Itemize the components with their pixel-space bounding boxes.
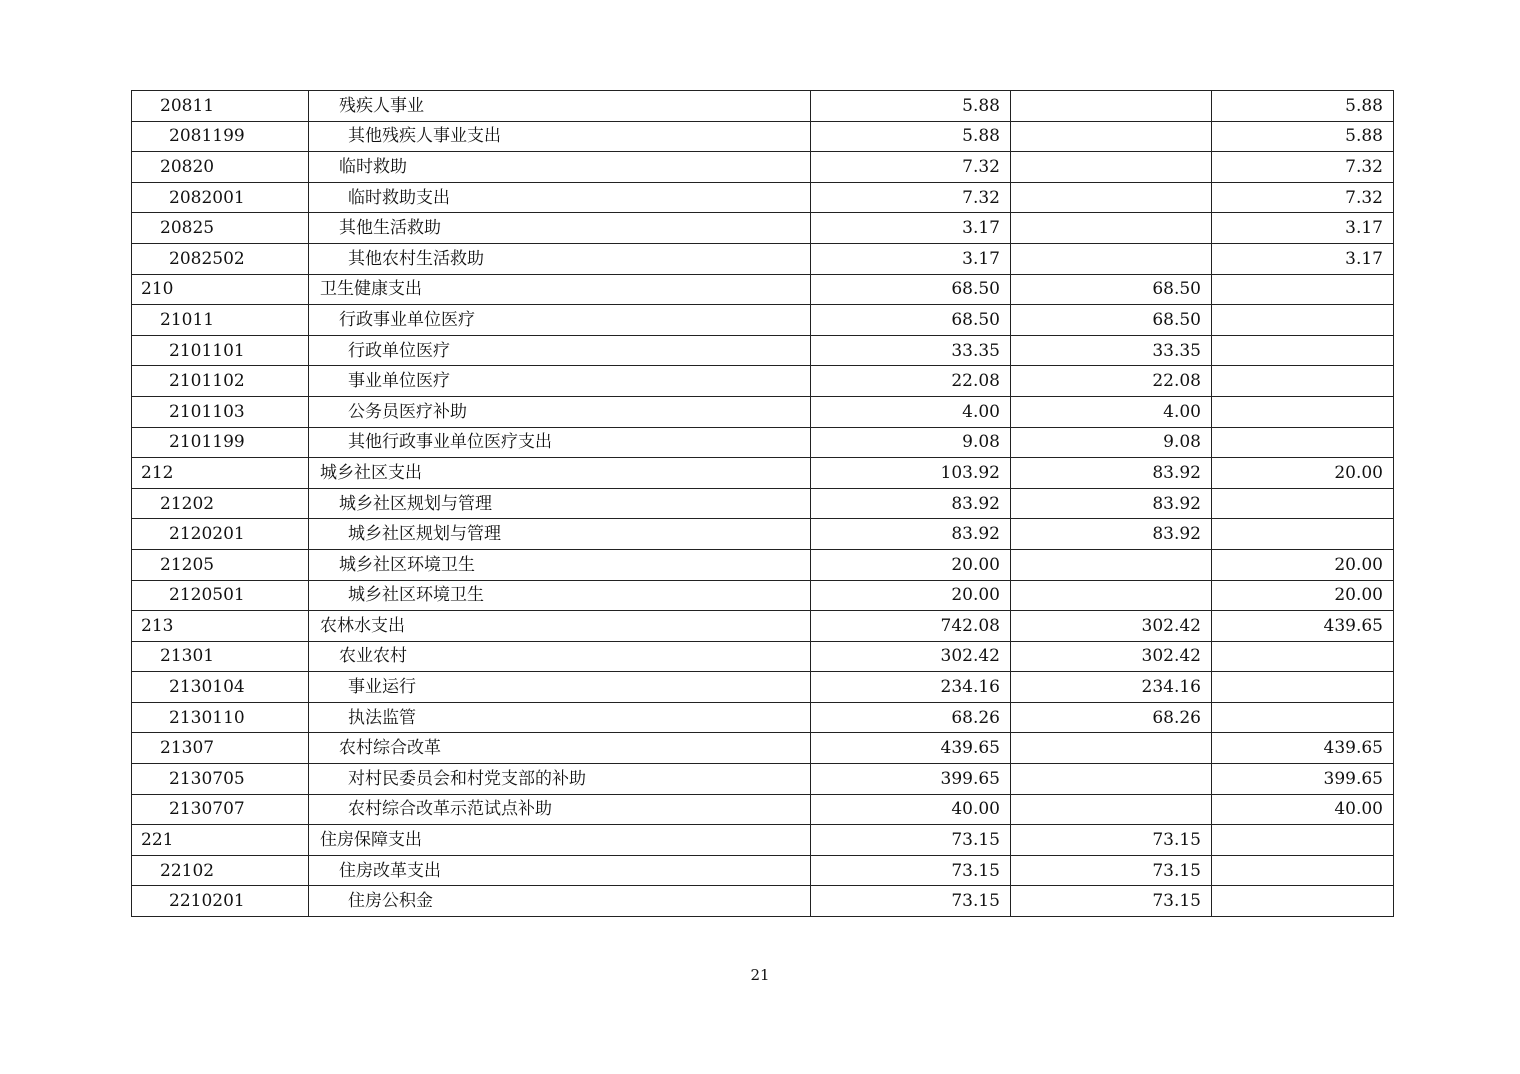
basic-expenditure-cell xyxy=(1011,580,1212,611)
project-expenditure-cell: 20.00 xyxy=(1212,580,1394,611)
project-expenditure-cell xyxy=(1212,335,1394,366)
table-row xyxy=(132,213,1394,244)
project-expenditure-cell: 5.88 xyxy=(1212,91,1394,122)
basic-expenditure-cell: 83.92 xyxy=(1011,519,1212,550)
total-amount-cell: 73.15 xyxy=(811,825,1011,856)
total-amount-cell: 68.26 xyxy=(811,702,1011,733)
budget-code-cell: 2101101 xyxy=(132,335,309,366)
project-expenditure-cell xyxy=(1212,641,1394,672)
total-amount-cell: 9.08 xyxy=(811,427,1011,458)
basic-expenditure-cell: 68.26 xyxy=(1011,702,1212,733)
project-expenditure-cell: 439.65 xyxy=(1212,733,1394,764)
total-amount-cell: 22.08 xyxy=(811,366,1011,397)
project-expenditure-cell: 3.17 xyxy=(1212,213,1394,244)
budget-code-cell: 20811 xyxy=(132,91,309,122)
basic-expenditure-cell: 83.92 xyxy=(1011,458,1212,489)
table-row xyxy=(132,305,1394,336)
total-amount-cell: 7.32 xyxy=(811,152,1011,183)
project-expenditure-cell xyxy=(1212,427,1394,458)
budget-code-cell: 2082001 xyxy=(132,182,309,213)
project-expenditure-cell: 3.17 xyxy=(1212,243,1394,274)
total-amount-cell: 103.92 xyxy=(811,458,1011,489)
basic-expenditure-cell xyxy=(1011,91,1212,122)
total-amount-cell: 73.15 xyxy=(811,886,1011,917)
basic-expenditure-cell xyxy=(1011,213,1212,244)
table-row xyxy=(132,702,1394,733)
basic-expenditure-cell: 68.50 xyxy=(1011,274,1212,305)
table-row xyxy=(132,396,1394,427)
project-expenditure-cell xyxy=(1212,855,1394,886)
project-expenditure-cell xyxy=(1212,672,1394,703)
table-row xyxy=(132,427,1394,458)
table-row xyxy=(132,182,1394,213)
project-expenditure-cell: 7.32 xyxy=(1212,152,1394,183)
basic-expenditure-cell xyxy=(1011,243,1212,274)
basic-expenditure-cell xyxy=(1011,152,1212,183)
project-expenditure-cell xyxy=(1212,519,1394,550)
total-amount-cell: 399.65 xyxy=(811,764,1011,795)
basic-expenditure-cell xyxy=(1011,764,1212,795)
project-expenditure-cell xyxy=(1212,488,1394,519)
project-expenditure-cell xyxy=(1212,274,1394,305)
basic-expenditure-cell: 73.15 xyxy=(1011,825,1212,856)
project-expenditure-cell: 399.65 xyxy=(1212,764,1394,795)
budget-item-name-cell: 农林水支出 xyxy=(309,611,811,642)
project-expenditure-cell: 5.88 xyxy=(1212,121,1394,152)
basic-expenditure-cell xyxy=(1011,794,1212,825)
budget-item-name-cell: 临时救助支出 xyxy=(309,182,811,213)
total-amount-cell: 83.92 xyxy=(811,488,1011,519)
budget-code-cell: 213 xyxy=(132,611,309,642)
total-amount-cell: 68.50 xyxy=(811,274,1011,305)
total-amount-cell: 5.88 xyxy=(811,91,1011,122)
budget-item-name-cell: 其他残疾人事业支出 xyxy=(309,121,811,152)
budget-item-name-cell: 城乡社区环境卫生 xyxy=(309,580,811,611)
total-amount-cell: 83.92 xyxy=(811,519,1011,550)
table-row xyxy=(132,764,1394,795)
budget-table-body xyxy=(132,91,1394,917)
table-row xyxy=(132,488,1394,519)
total-amount-cell: 68.50 xyxy=(811,305,1011,336)
total-amount-cell: 33.35 xyxy=(811,335,1011,366)
table-row xyxy=(132,672,1394,703)
table-row xyxy=(132,855,1394,886)
table-row xyxy=(132,152,1394,183)
table-row xyxy=(132,91,1394,122)
budget-item-name-cell: 城乡社区规划与管理 xyxy=(309,519,811,550)
table-row xyxy=(132,519,1394,550)
budget-item-name-cell: 公务员医疗补助 xyxy=(309,396,811,427)
basic-expenditure-cell: 73.15 xyxy=(1011,855,1212,886)
basic-expenditure-cell xyxy=(1011,549,1212,580)
budget-code-cell: 212 xyxy=(132,458,309,489)
total-amount-cell: 439.65 xyxy=(811,733,1011,764)
budget-code-cell: 210 xyxy=(132,274,309,305)
table-row xyxy=(132,549,1394,580)
budget-code-cell: 22102 xyxy=(132,855,309,886)
budget-item-name-cell: 事业运行 xyxy=(309,672,811,703)
budget-code-cell: 21205 xyxy=(132,549,309,580)
total-amount-cell: 20.00 xyxy=(811,549,1011,580)
budget-item-name-cell: 农村综合改革示范试点补助 xyxy=(309,794,811,825)
table-row xyxy=(132,825,1394,856)
project-expenditure-cell xyxy=(1212,825,1394,856)
table-row xyxy=(132,243,1394,274)
project-expenditure-cell: 7.32 xyxy=(1212,182,1394,213)
basic-expenditure-cell xyxy=(1011,733,1212,764)
basic-expenditure-cell: 33.35 xyxy=(1011,335,1212,366)
basic-expenditure-cell: 73.15 xyxy=(1011,886,1212,917)
project-expenditure-cell: 20.00 xyxy=(1212,549,1394,580)
budget-item-name-cell: 行政事业单位医疗 xyxy=(309,305,811,336)
total-amount-cell: 5.88 xyxy=(811,121,1011,152)
total-amount-cell: 742.08 xyxy=(811,611,1011,642)
budget-item-name-cell: 城乡社区环境卫生 xyxy=(309,549,811,580)
budget-code-cell: 2130705 xyxy=(132,764,309,795)
total-amount-cell: 302.42 xyxy=(811,641,1011,672)
budget-item-name-cell: 农业农村 xyxy=(309,641,811,672)
page-number: 21 xyxy=(750,966,770,984)
budget-item-name-cell: 事业单位医疗 xyxy=(309,366,811,397)
table-row xyxy=(132,458,1394,489)
budget-code-cell: 2101102 xyxy=(132,366,309,397)
table-row xyxy=(132,733,1394,764)
table-row xyxy=(132,886,1394,917)
budget-item-name-cell: 其他生活救助 xyxy=(309,213,811,244)
budget-item-name-cell: 临时救助 xyxy=(309,152,811,183)
basic-expenditure-cell: 4.00 xyxy=(1011,396,1212,427)
budget-item-name-cell: 其他行政事业单位医疗支出 xyxy=(309,427,811,458)
budget-code-cell: 2101199 xyxy=(132,427,309,458)
budget-item-name-cell: 其他农村生活救助 xyxy=(309,243,811,274)
budget-code-cell: 21307 xyxy=(132,733,309,764)
total-amount-cell: 234.16 xyxy=(811,672,1011,703)
budget-code-cell: 2130110 xyxy=(132,702,309,733)
basic-expenditure-cell: 302.42 xyxy=(1011,611,1212,642)
budget-code-cell: 2210201 xyxy=(132,886,309,917)
basic-expenditure-cell: 83.92 xyxy=(1011,488,1212,519)
total-amount-cell: 3.17 xyxy=(811,213,1011,244)
basic-expenditure-cell: 68.50 xyxy=(1011,305,1212,336)
project-expenditure-cell xyxy=(1212,396,1394,427)
basic-expenditure-cell xyxy=(1011,121,1212,152)
budget-item-name-cell: 住房改革支出 xyxy=(309,855,811,886)
project-expenditure-cell xyxy=(1212,886,1394,917)
budget-item-name-cell: 对村民委员会和村党支部的补助 xyxy=(309,764,811,795)
budget-item-name-cell: 执法监管 xyxy=(309,702,811,733)
budget-item-name-cell: 行政单位医疗 xyxy=(309,335,811,366)
project-expenditure-cell xyxy=(1212,366,1394,397)
project-expenditure-cell xyxy=(1212,702,1394,733)
basic-expenditure-cell: 302.42 xyxy=(1011,641,1212,672)
basic-expenditure-cell: 234.16 xyxy=(1011,672,1212,703)
total-amount-cell: 3.17 xyxy=(811,243,1011,274)
budget-item-name-cell: 农村综合改革 xyxy=(309,733,811,764)
budget-item-name-cell: 住房保障支出 xyxy=(309,825,811,856)
total-amount-cell: 4.00 xyxy=(811,396,1011,427)
table-row xyxy=(132,274,1394,305)
total-amount-cell: 73.15 xyxy=(811,855,1011,886)
table-row xyxy=(132,794,1394,825)
budget-code-cell: 21011 xyxy=(132,305,309,336)
project-expenditure-cell xyxy=(1212,305,1394,336)
budget-code-cell: 2120501 xyxy=(132,580,309,611)
project-expenditure-cell: 20.00 xyxy=(1212,458,1394,489)
project-expenditure-cell: 40.00 xyxy=(1212,794,1394,825)
total-amount-cell: 40.00 xyxy=(811,794,1011,825)
basic-expenditure-cell: 22.08 xyxy=(1011,366,1212,397)
budget-item-name-cell: 城乡社区规划与管理 xyxy=(309,488,811,519)
basic-expenditure-cell xyxy=(1011,182,1212,213)
table-row xyxy=(132,580,1394,611)
budget-code-cell: 2120201 xyxy=(132,519,309,550)
total-amount-cell: 7.32 xyxy=(811,182,1011,213)
budget-table xyxy=(131,90,1394,917)
budget-code-cell: 20825 xyxy=(132,213,309,244)
budget-code-cell: 21301 xyxy=(132,641,309,672)
table-row xyxy=(132,121,1394,152)
budget-item-name-cell: 住房公积金 xyxy=(309,886,811,917)
budget-item-name-cell: 残疾人事业 xyxy=(309,91,811,122)
budget-code-cell: 2081199 xyxy=(132,121,309,152)
table-row xyxy=(132,335,1394,366)
budget-code-cell: 2101103 xyxy=(132,396,309,427)
total-amount-cell: 20.00 xyxy=(811,580,1011,611)
budget-item-name-cell: 卫生健康支出 xyxy=(309,274,811,305)
budget-code-cell: 2082502 xyxy=(132,243,309,274)
table-row xyxy=(132,641,1394,672)
project-expenditure-cell: 439.65 xyxy=(1212,611,1394,642)
budget-item-name-cell: 城乡社区支出 xyxy=(309,458,811,489)
basic-expenditure-cell: 9.08 xyxy=(1011,427,1212,458)
budget-code-cell: 20820 xyxy=(132,152,309,183)
budget-code-cell: 21202 xyxy=(132,488,309,519)
budget-code-cell: 2130104 xyxy=(132,672,309,703)
budget-code-cell: 2130707 xyxy=(132,794,309,825)
table-row xyxy=(132,611,1394,642)
budget-code-cell: 221 xyxy=(132,825,309,856)
table-row xyxy=(132,366,1394,397)
